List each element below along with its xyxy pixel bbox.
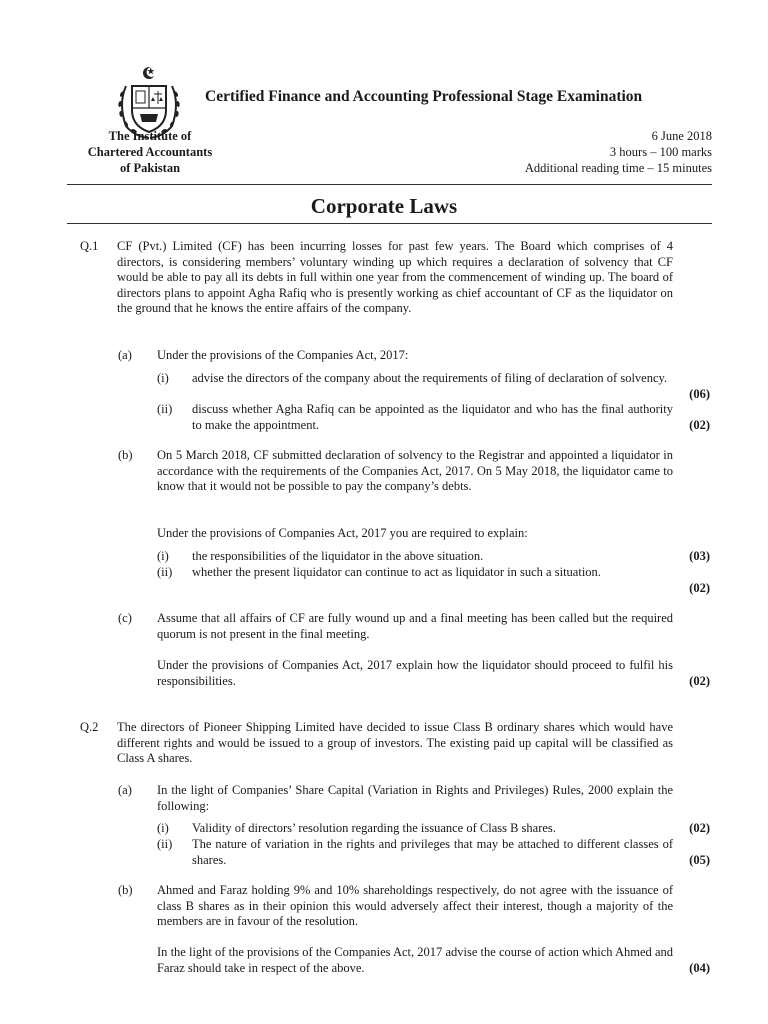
marks: (02) (689, 821, 710, 835)
question-intro: CF (Pvt.) Limited (CF) has been incurring losses for past few years. The Board which comprises of 4 directors, is considering members’ voluntary winding up which requires a declaration of solvency that CF would be able to pay all its debts in full within one year from the commencement of winding up. The board of directors plans to appoint Agha Rafiq who is presently working as chief accountant of CF as the liquidator on the ground that he knows the entire affairs of the company. (117, 239, 673, 316)
question-intro: The directors of Pioneer Shipping Limited have decided to issue Class B ordinary shares which would have different rights and would be issued to a group of investors. The existing paid up capital will be classified as Class A shares. (117, 720, 673, 766)
item-text: whether the present liquidator can continue to act as liquidator in such a situation. (192, 565, 601, 579)
item-roman: (i) (157, 821, 169, 835)
marks: (02) (689, 418, 710, 432)
institute-line: of Pakistan (119, 161, 181, 175)
part-letter: (c) (118, 611, 132, 625)
part-text-2: In the light of the provisions of the Companies Act, 2017 advise the course of action which Ahmed and Faraz should take in respect of the above. (157, 945, 673, 975)
marks: (04) (689, 961, 710, 975)
marks: (06) (689, 387, 710, 401)
part-text-2: Under the provisions of Companies Act, 2017 you are required to explain: (157, 526, 528, 540)
part-letter: (b) (118, 883, 133, 897)
marks: (03) (689, 549, 710, 563)
part-text: Ahmed and Faraz holding 9% and 10% shareholdings respectively, do not agree with the issuance of class B shares as in their opinion this would adversely affect their interest, though a majority of the members are in favour of the resolution. (157, 883, 673, 929)
part-text: In the light of Companies’ Share Capital (Variation in Rights and Privileges) Rules, 2000 explain the following: (157, 783, 673, 813)
institute-name (70, 128, 230, 176)
reading-time: Additional reading time – 15 minutes (524, 161, 712, 175)
institute-line: The Institute of (108, 129, 192, 143)
question-number: Q.1 (80, 239, 99, 253)
header-divider (67, 184, 712, 185)
part-text: Under the provisions of the Companies Act, 2017: (157, 348, 409, 362)
item-text: the responsibilities of the liquidator in the above situation. (192, 549, 484, 563)
title-divider (67, 223, 712, 224)
part-text: On 5 March 2018, CF submitted declaration of solvency to the Registrar and appointed a liquidator in accordance with the requirements of the Companies Act, 2017. On 5 May 2018, the liquidator came to know that it would not be possible to pay the company’s debts. (157, 448, 673, 494)
part-letter: (a) (118, 783, 132, 797)
institute-line: Chartered Accountants (87, 145, 213, 159)
item-text: The nature of variation in the rights and privileges that may be attached to different classes of shares. (192, 837, 673, 867)
marks: (02) (689, 581, 710, 595)
part-letter: (b) (118, 448, 133, 462)
item-roman: (ii) (157, 565, 173, 579)
marks: (02) (689, 674, 710, 688)
exam-details (525, 128, 712, 176)
exam-duration: 3 hours – 100 marks (609, 145, 712, 159)
item-roman: (i) (157, 549, 169, 563)
part-text: Assume that all affairs of CF are fully wound up and a final meeting has been called but the required quorum is not present in the final meeting. (157, 611, 673, 641)
marks: (05) (689, 853, 710, 867)
item-roman: (ii) (157, 402, 173, 416)
item-text: advise the directors of the company about the requirements of filing of declaration of solvency. (192, 371, 668, 385)
item-roman: (i) (157, 371, 169, 385)
question-number: Q.2 (80, 720, 99, 734)
item-text: discuss whether Agha Rafiq can be appointed as the liquidator and who has the final authority to make the appointment. (192, 402, 673, 432)
part-letter: (a) (118, 348, 132, 362)
item-roman: (ii) (157, 837, 173, 851)
exam-date: 6 June 2018 (651, 129, 712, 143)
paper-title: Corporate Laws (310, 194, 458, 218)
item-text: Validity of directors’ resolution regarding the issuance of Class B shares. (192, 821, 556, 835)
part-text-2: Under the provisions of Companies Act, 2017 explain how the liquidator should proceed to fulfil his responsibilities. (157, 658, 673, 688)
exam-title: Certified Finance and Accounting Professional Stage Examination (205, 88, 643, 105)
